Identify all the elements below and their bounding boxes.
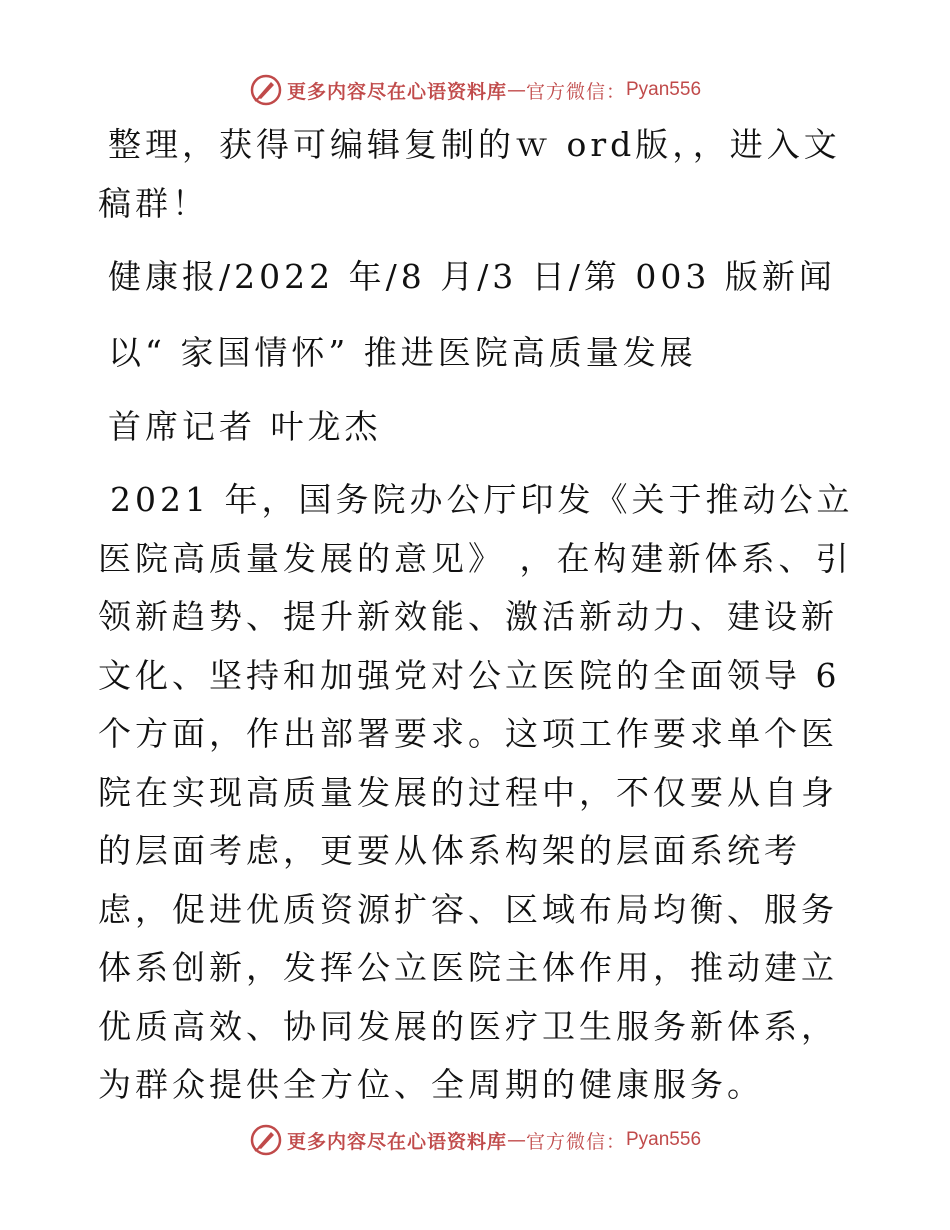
banner-separator: — [506,1129,526,1151]
quill-pen-circle-icon [249,73,283,107]
banner-wechat-id: Pyan556 [626,79,702,100]
byline: 首席记者 叶龙杰 [108,407,382,446]
banner-wechat-id: Pyan556 [626,1129,702,1150]
banner-wechat-label: 官方微信： [525,80,626,103]
headline: 以“ 家国情怀” 推进医院高质量发展 [108,333,697,372]
banner-wechat-label: 官方微信： [525,1130,626,1153]
intro-paragraph: 整理，获得可编辑复制的ｗ ord版，，进入文稿群！ [98,125,841,223]
quill-pen-circle-icon [249,1123,283,1157]
banner-separator: — [506,79,526,101]
footer-banner [0,1122,950,1158]
header-banner [0,72,950,108]
source-line: 健康报/2022 年/8 月/3 日/第 003 版新闻 [108,257,836,296]
banner-main-text: 更多内容尽在心语资料库 [286,80,507,103]
body-paragraph: 2021 年，国务院办公厅印发《关于推动公立医院高质量发展的意见》 ，在构建新体系、引领新趋势、提升新效能、激活新动力、建设新文化、坚持和加强党对公立医院的全面领导 6 个方面，作出部署要求。这项工作要求单个医院在实现高质量发展的过程中，不仅要从自身的层面考虑，更要从体系构架的层面系统考虑，促进优质资源扩容、区域布局均衡、服务体系创新，发挥公立医院主体作用，推动建立优质高效、协同发展的医疗卫生服务新体系，为群众提供全方位、全周期的健康服务。 [98,480,854,1104]
banner-main-text: 更多内容尽在心语资料库 [286,1130,507,1153]
